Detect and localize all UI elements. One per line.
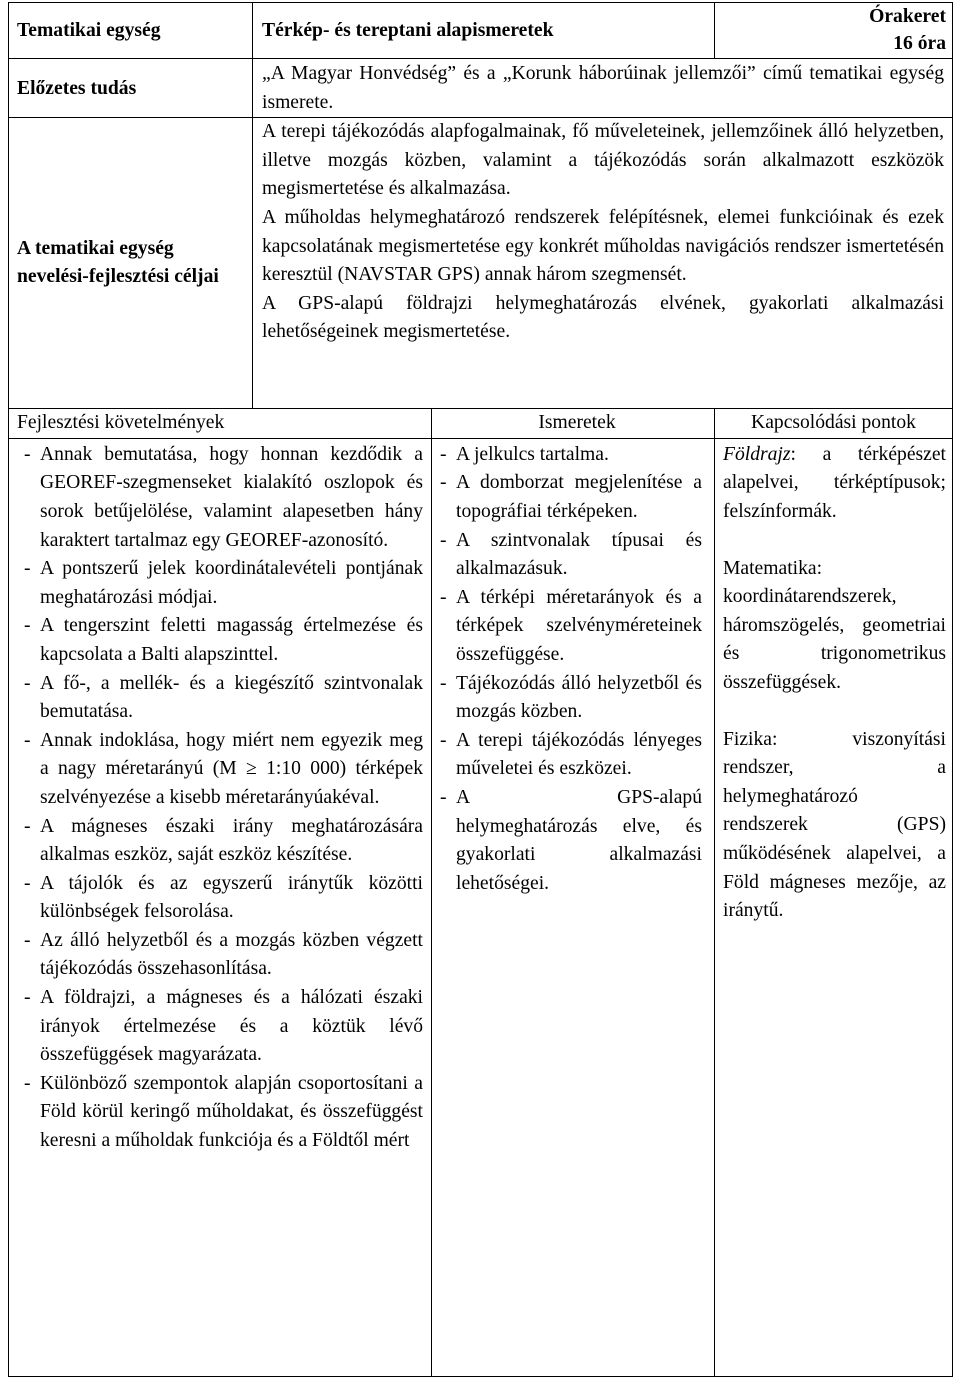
connection-subject: Matematika	[723, 557, 817, 579]
list-item: - A tengerszint feletti magasság értelmezése és kapcsolata a Balti alapszinttel.	[24, 612, 423, 669]
goal-paragraph: A terepi tájékozódás alapfogalmainak, fő műveleteinek, jellemzőinek álló helyzetben, illetve mozgás közben, valamint a tájékozódás során alkalmazott eszközök megismertetése és alkalmazása.	[262, 121, 944, 200]
connections-cell	[715, 438, 953, 1376]
requirements-cell	[9, 438, 432, 1376]
connection-text: viszonyítási rendszer, a helymeghatározó rendszerek (GPS) működésének alapelvei, a Föld mágneses mezője, az iránytű.	[723, 728, 946, 922]
list-item: - A mágneses északi irány meghatározására alkalmas eszköz, saját eszköz készítése.	[24, 813, 423, 870]
content-row	[9, 438, 953, 1376]
col-header-knowledge: Ismeretek	[432, 409, 715, 439]
list-item: - Különböző szempontok alapján csoportosítani a Föld körül keringő műholdakat, és összefüggést keresni a műholdak funkciója és a Földtől mért	[24, 1070, 423, 1156]
hours-value: 16 óra	[893, 33, 946, 54]
hours-label: Órakeret	[869, 6, 946, 27]
unit-title: Térkép- és tereptani alapismeretek	[253, 3, 715, 59]
requirements-list	[24, 441, 423, 1156]
unit-label: Tematikai egység	[9, 3, 253, 59]
prior-knowledge-row	[9, 59, 953, 118]
list-item: - Tájékozódás álló helyzetből és mozgás közben.	[440, 670, 702, 727]
list-item: - A GPS-alapú helymeghatározás elve, és gyakorlati alkalmazási lehetőségei.	[440, 784, 702, 898]
knowledge-cell	[432, 438, 715, 1376]
col-header-requirements: Fejlesztési követelmények	[9, 409, 432, 439]
list-item: - A jelkulcs tartalma.	[440, 441, 702, 470]
col-header-connections: Kapcsolódási pontok	[715, 409, 953, 439]
prior-knowledge-label: Előzetes tudás	[9, 59, 253, 118]
list-item: - A pontszerű jelek koordinátalevételi pontjának meghatározási módjai.	[24, 555, 423, 612]
goal-paragraph: A GPS-alapú földrajzi helymeghatározás elvének, gyakorlati alkalmazási lehetőségeinek megismertetése.	[262, 292, 944, 343]
connection-subject: Földrajz	[723, 443, 791, 465]
goals-label: A tematikai egység nevelési-fejlesztési céljai	[9, 118, 253, 409]
curriculum-table	[8, 2, 953, 1377]
list-item: - A fő-, a mellék- és a kiegészítő szintvonalak bemutatása.	[24, 670, 423, 727]
list-item: - A terepi tájékozódás lényeges műveletei és eszközei.	[440, 727, 702, 784]
prior-knowledge-text: „A Magyar Honvédség” és a „Korunk háborúinak jellemzői” című tematikai egység ismerete.	[253, 59, 953, 118]
goals-row	[9, 118, 953, 409]
connection-physics: Fizika: viszonyítási rendszer, a helymeghatározó rendszerek (GPS) működésének alapelvei, a Föld mágneses mezője, az iránytű.	[723, 728, 946, 922]
connection-text: a térképészet alapelvei, térképtípusok; felszínformák.	[723, 443, 946, 522]
list-item: - Annak indoklása, hogy miért nem egyezik meg a nagy méretarányú (M ≥ 1:10 000) térképek szelvényezése a kisebb méretarányúakéval.	[24, 727, 423, 813]
connection-geography: Földrajz: a térképészet alapelvei, térképtípusok; felszínformák.	[723, 443, 946, 522]
connection-text: koordinátarendszerek, háromszögelés, geometriai és trigonometrikus összefüggések.	[723, 586, 946, 693]
list-item: - A földrajzi, a mágneses és a hálózati északi irányok értelmezése és a köztük lévő összefüggések magyarázata.	[24, 984, 423, 1070]
header-row	[9, 3, 953, 59]
column-header-row	[9, 409, 953, 439]
list-item: - A szintvonalak típusai és alkalmazásuk.	[440, 527, 702, 584]
goals-text	[253, 118, 953, 409]
goal-paragraph: A műholdas helymeghatározó rendszerek felépítésnek, elemei funkcióinak és ezek kapcsolatának megismertetése egy konkrét műholdas navigációs rendszer ismertetésén keresztül (NAVSTAR GPS) annak három szegmensét.	[262, 206, 944, 286]
list-item: - A térképi méretarányok és a térképek szelvényméreteinek összefüggése.	[440, 584, 702, 670]
list-item: - Az álló helyzetből és a mozgás közben végzett tájékozódás összehasonlítása.	[24, 927, 423, 984]
hours-cell	[715, 3, 953, 59]
list-item: - A tájolók és az egyszerű iránytűk közötti különbségek felsorolása.	[24, 870, 423, 927]
list-item: - Annak bemutatása, hogy honnan kezdődik a GEOREF-szegmenseket kialakító oszlopok és sorok betűjelölése, valamint alapesetben hány karaktert tartalmaz egy GEOREF-azonosító.	[24, 441, 423, 555]
connection-mathematics: Matematika: koordinátarendszerek, háromszögelés, geometriai és trigonometrikus összefüggések.	[723, 557, 946, 693]
connection-subject: Fizika	[723, 728, 772, 750]
curriculum-page	[8, 2, 952, 1374]
list-item: - A domborzat megjelenítése a topográfiai térképeken.	[440, 469, 702, 526]
knowledge-list	[440, 441, 702, 899]
